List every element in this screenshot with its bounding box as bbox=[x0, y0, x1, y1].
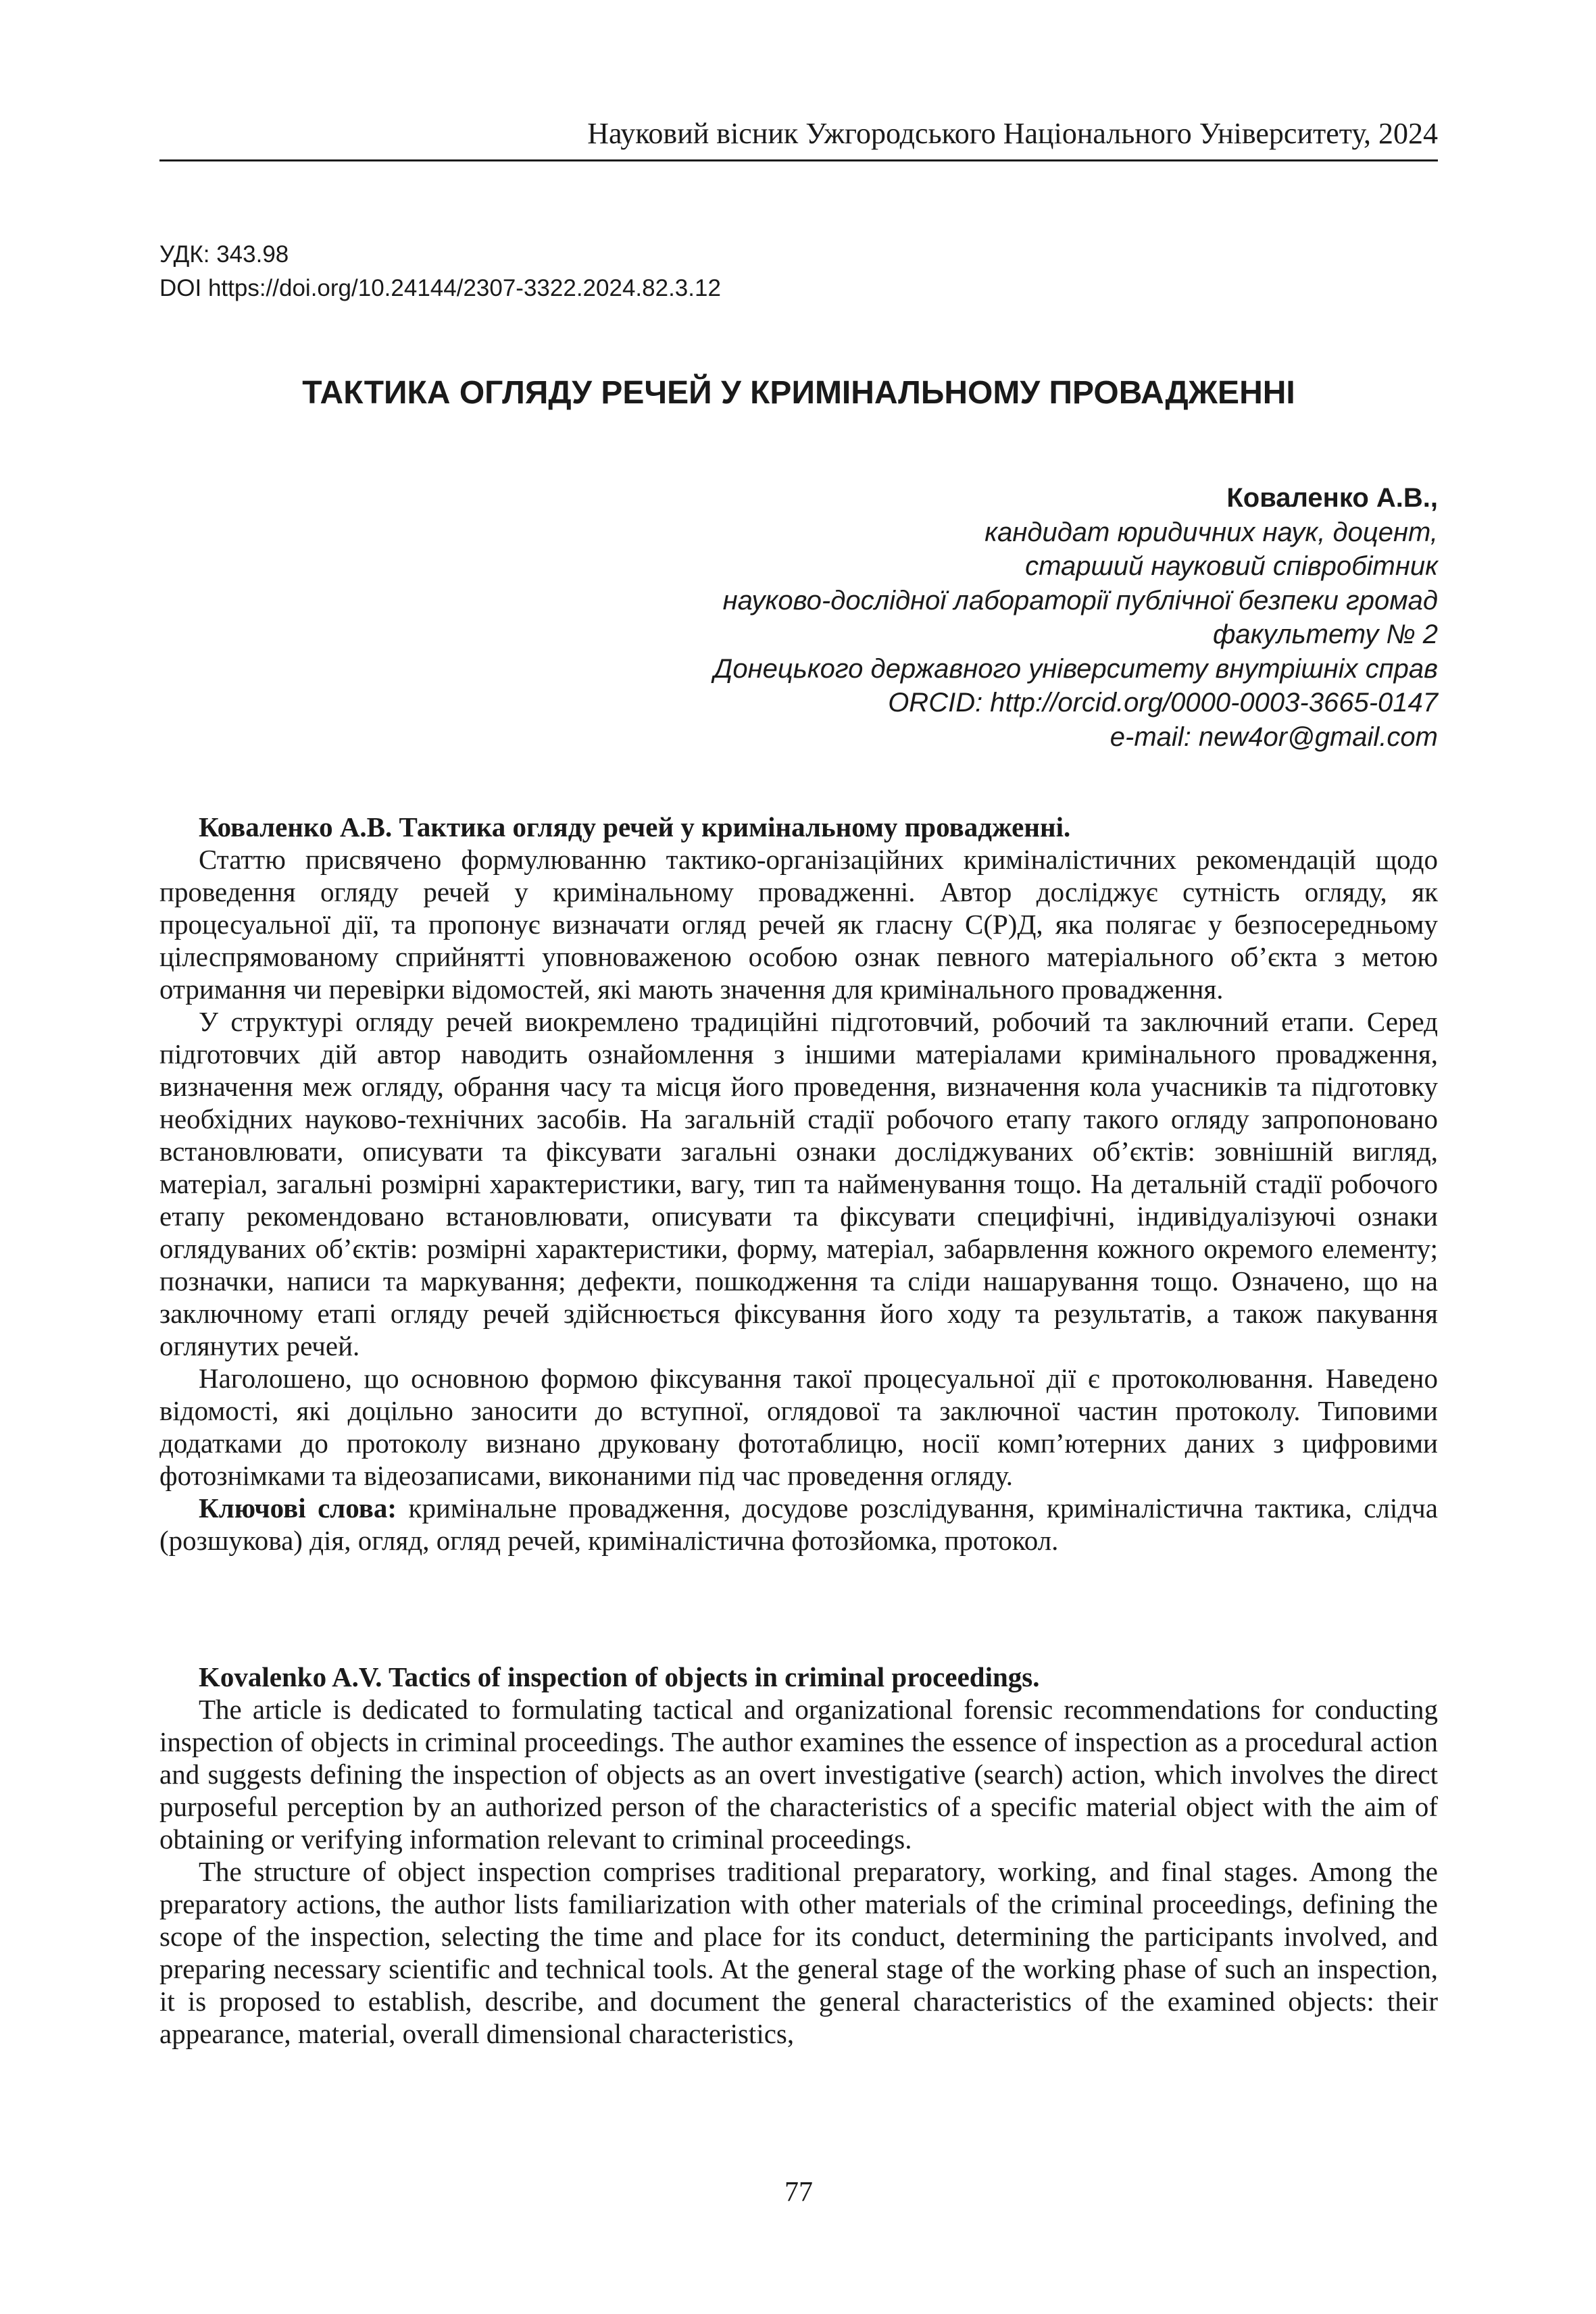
abstract-ua-paragraph: У структурі огляду речей виокремлено традиційні підготовчий, робочий та заключний етапи. Серед підготовчих дій автор наводить ознайомлення з іншими матеріалами кримінального провадження, визначення меж огляду, обрання часу та місця його проведення, визначення кола учасників та підготовку необхідних науково-технічних засобів. На загальній стадії робочого етапу такого огляду запропоновано встановлювати, описувати та фіксувати загальні ознаки досліджуваних об’єктів: зовнішній вигляд, матеріал, загальні розмірні характеристики, вагу, тип та найменування тощо. На детальній стадії робочого етапу рекомендовано встановлювати, описувати та фіксувати специфічні, індивідуалізуючі ознаки оглядуваних об’єктів: розмірні характеристики, форму, матеріал, забарвлення кожного окремого елементу; позначки, написи та маркування; дефекти, пошкодження та сліди нашарування тощо. Означено, що на заключному етапі огляду речей здійснюється фіксування його ходу та результатів, а також пакування оглянутих речей. bbox=[159, 1006, 1438, 1361]
abstract-ukrainian bbox=[159, 811, 1438, 1557]
author-block bbox=[473, 481, 1438, 754]
keywords-list: кримінальне провадження, досудове розслідування, криміналістична тактика, слідча (розшукова) дія, огляд, огляд речей, криміналістична фотозйомка, протокол. bbox=[159, 1492, 1439, 1556]
author-faculty: факультету № 2 bbox=[1212, 620, 1438, 649]
abstract-ua-paragraph: Наголошено, що основною формою фіксування такої процесуальної дії є протоколювання. Наведено відомості, які доцільно заносити до вступної, оглядової та заключної частин протоколу. Типовими додатками до протоколу визнано друковану фототаблицю, носії комп’ютерних даних з цифровими фотознімками та відеозаписами, виконаними під час проведення огляду. bbox=[159, 1363, 1438, 1491]
udc-code: УДК: 343.98 bbox=[159, 241, 289, 268]
keywords-paragraph bbox=[159, 1492, 1438, 1557]
author-university: Донецького державного університету внутрішніх справ bbox=[714, 653, 1438, 684]
abstract-ua-paragraph: Статтю присвячено формулюванню тактико-організаційних криміналістичних рекомендацій щодо проведення огляду речей у кримінальному провадженні. Автор досліджує сутність огляду, як процесуальної дії, та пропонує визначати огляд речей як гласну С(Р)Д, яка полягає у безпосередньому цілеспрямованому сприйнятті уповноваженою особою ознак певного матеріального об’єкта з метою отримання чи перевірки відомостей, які мають значення для кримінального провадження. bbox=[159, 844, 1438, 1005]
abstract-en-paragraph: The article is dedicated to formulating tactical and organizational forensic recommendations for conducting inspection of objects in criminal proceedings. The author examines the essence of inspection as a procedural action and suggests defining the inspection of objects as an overt investigative (search) action, which involves the direct purposeful perception by an authorized person of the characteristics of a specific material object with the aim of obtaining or verifying information relevant to criminal proceedings. bbox=[159, 1694, 1438, 1855]
author-position: старший науковий співробітник bbox=[1025, 551, 1438, 581]
author-name: Коваленко А.В., bbox=[1226, 483, 1438, 513]
author-orcid: ORCID: http://orcid.org/0000-0003-3665-0147 bbox=[888, 688, 1438, 718]
abstract-en-paragraph: The structure of object inspection comprises traditional preparatory, working, and final stages. Among the preparatory actions, the author lists familiarization with other materials of the criminal proceedings, defining the scope of the inspection, selecting the time and place for its conduct, determining the participants involved, and preparing necessary scientific and technical tools. At the general stage of the working phase of such an inspection, it is proposed to establish, describe, and document the general characteristics of the examined objects: their appearance, material, overall dimensional characteristics, bbox=[159, 1856, 1438, 2049]
article-title: ТАКТИКА ОГЛЯДУ РЕЧЕЙ У КРИМІНАЛЬНОМУ ПРОВАДЖЕННІ bbox=[302, 375, 1295, 411]
header-divider bbox=[159, 159, 1438, 161]
author-degree: кандидат юридичних наук, доцент, bbox=[984, 517, 1438, 547]
doi-link: DOI https://doi.org/10.24144/2307-3322.2024.82.3.12 bbox=[159, 275, 721, 301]
keywords-label: Ключові слова: bbox=[199, 1492, 397, 1524]
page-number: 77 bbox=[784, 2177, 813, 2208]
abstract-english bbox=[159, 1661, 1438, 2050]
author-laboratory: науково-дослідної лабораторії публічної безпеки громад bbox=[722, 585, 1438, 615]
abstract-ua-headline: Коваленко А.В. Тактика огляду речей у кримінальному провадженні. bbox=[199, 811, 1071, 842]
author-email: e-mail: new4or@gmail.com bbox=[1109, 722, 1438, 752]
article-meta bbox=[159, 238, 721, 305]
abstract-en-headline: Kovalenko A.V. Tactics of inspection of objects in criminal proceedings. bbox=[199, 1661, 1040, 1692]
running-header: Науковий вісник Ужгородського Національного Університету, 2024 bbox=[587, 117, 1438, 150]
